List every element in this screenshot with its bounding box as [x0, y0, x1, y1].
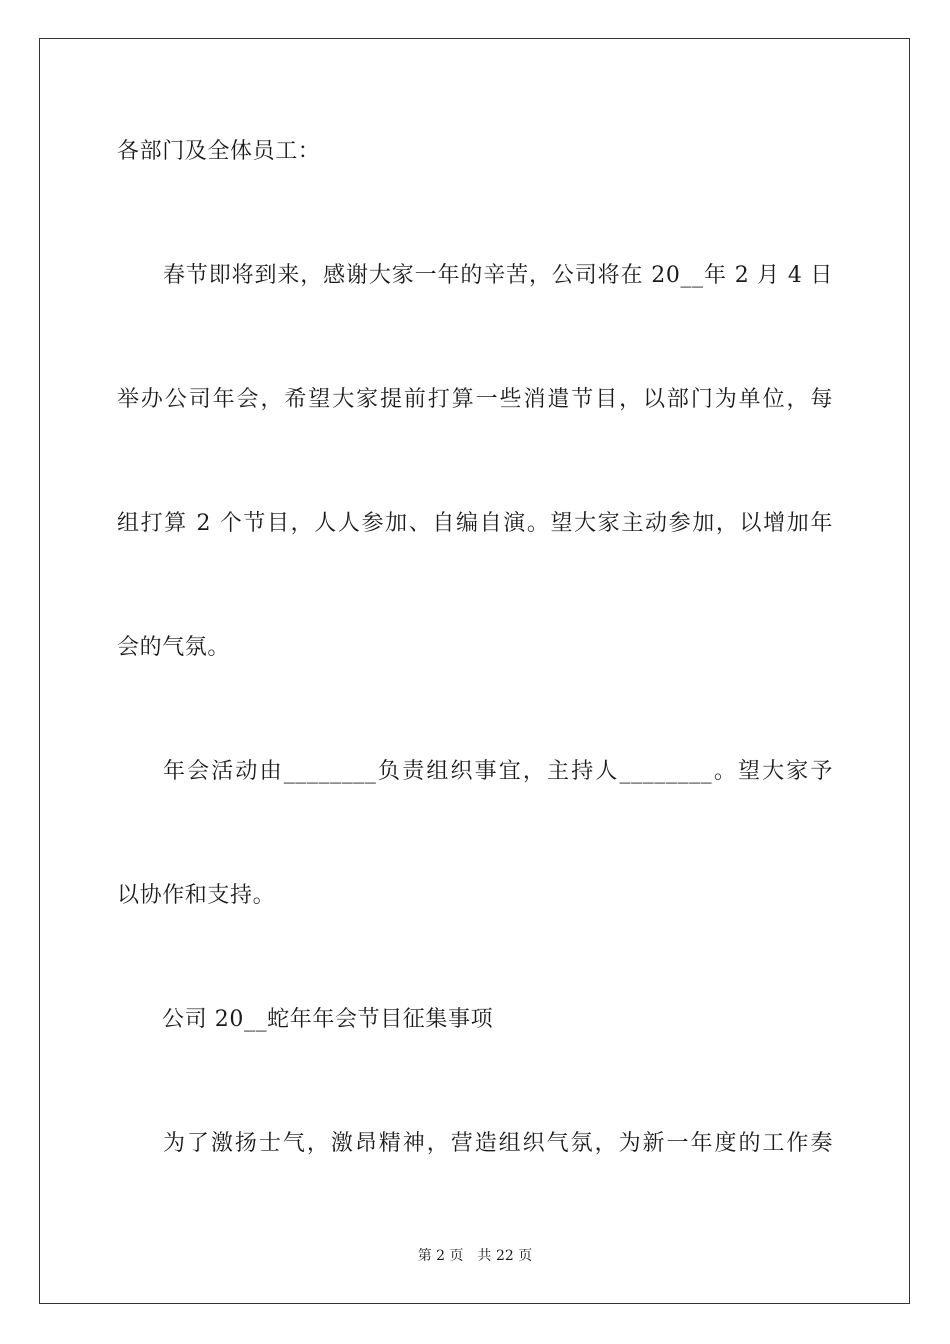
paragraph-2-line-2: 以协作和支持。: [117, 883, 276, 908]
section-heading: 公司 20__蛇年年会节目征集事项: [162, 1007, 494, 1032]
paragraph-1-line-2: 举办公司年会，希望大家提前打算一些消遣节目，以部门为单位，每: [117, 387, 833, 412]
page-total-label: 共 22 页: [477, 1248, 533, 1264]
paragraph-3-line-1: 为了激扬士气，激昂精神，营造组织气氛，为新一年度的工作奏: [163, 1131, 833, 1156]
page-number-label: 第 2 页: [417, 1248, 464, 1264]
paragraph-1-line-3: 组打算 2 个节目，人人参加、自编自演。望大家主动参加，以增加年: [117, 511, 833, 536]
paragraph-2-line-1: 年会活动由________负责组织事宜，主持人________。望大家予: [163, 759, 833, 784]
salutation-line: 各部门及全体员工：: [117, 139, 321, 164]
paragraph-1-line-4: 会的气氛。: [117, 635, 231, 660]
page-footer: [0, 1247, 950, 1265]
page-border: [39, 38, 910, 1304]
paragraph-1-line-1: 春节即将到来，感谢大家一年的辛苦，公司将在 20__年 2 月 4 日: [163, 263, 833, 288]
